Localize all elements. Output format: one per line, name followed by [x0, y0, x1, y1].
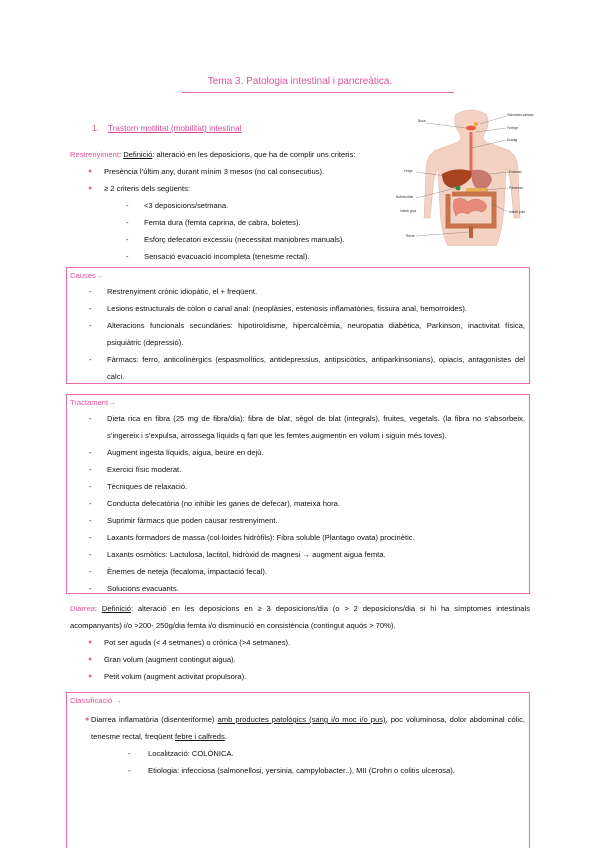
tractament-box [66, 394, 530, 594]
list-item: - Dieta rica en fibra (25 mg de fibra/dia): fibra de blat, sègol de blat (integrals), fruites, vegetals. (la fibra no s’absorbeix, s’ingereix i s’expulsa, arrossega líquids q fan que les femtes augmentin en volum i siguin més toves). [67, 410, 525, 444]
list-item: ● ≥ 2 criteris dels següents: [70, 180, 400, 197]
restrenyiment-def-label: Definició [123, 150, 153, 159]
restrenyiment-label: Restrenyiment [70, 150, 119, 159]
label-pancrees: Páncrees [509, 186, 523, 190]
restrenyiment-sep: : [118, 150, 124, 159]
sub-label: Etiologia: [148, 766, 182, 775]
diarrea-label: Diarrea [70, 604, 95, 613]
classificacio-list [67, 711, 525, 745]
list-item: - Laxants osmòtics: Lactulosa, lactitol, hidròxid de magnesi → augment aigua femta. [67, 546, 525, 563]
list-item: - Esforç defecatori excessiu (necessitat maniobres manuals). [0, 231, 400, 248]
label-faringe: Faringe [507, 126, 519, 130]
gallbladder-shape [456, 186, 461, 191]
classificacio-link: amb productes patològics (sang i/o moc i/o pus) [217, 715, 386, 724]
diarrea-bullets [70, 634, 530, 685]
list-item: - Restrenyiment crònic idiopàtic, el + freqüent. [67, 283, 525, 300]
salivary-gland-shape [474, 122, 478, 126]
list-item: - Lesions estructurals de còlon o canal anal: (neoplàsies, estenosis inflamatòries, fissura anal, hemorroides). [67, 300, 525, 317]
diarrea-def-label: Definició [101, 604, 131, 613]
label-intestigros: Intestí gros [400, 209, 417, 213]
list-item: ● Pot ser aguda (< 4 setmanes) o crònica (>4 setmanes). [70, 634, 530, 651]
list-item: - Conducta defecatòria (no inhibir les ganes de defecar), mateixa hora. [67, 495, 525, 512]
list-item: - Alteracions funcionals secundàries: hipotiroïdisme, hipercalcèmia, neuropatia diabètica, Parkinson, inactivitat física, psiquiàtric (depressió). [67, 317, 525, 351]
classificacio-link2: febre i calfreds [175, 732, 225, 741]
label-recte: Recte [406, 234, 415, 238]
sub-value: COLÒNICA. [191, 749, 234, 758]
list-item: - Tècniques de relaxació. [67, 478, 525, 495]
restrenyiment-bullets [70, 163, 400, 197]
list-item: - Suprimir fàrmacs que poden causar restrenyiment. [67, 512, 525, 529]
list-item: - Augment ingesta líquids, aigua, beure en dejú. [67, 444, 525, 461]
list-item: ● Presència l’últim any, durant mínim 3 mesos (no cal consecutius). [70, 163, 400, 180]
sub-value: infecciosa (salmonellosi, yersinia, campylobacter..), MII (Crohn o colitis ulcerosa). [181, 766, 455, 775]
section-title: Trastorn motilitat (mobilitat) intestinal [108, 124, 242, 133]
causes-title: Causes→ [70, 271, 104, 280]
restrenyiment-def-text: : alteració en les deposicions, que ha de complir uns criteris: [152, 150, 356, 159]
restrenyiment-definition [70, 146, 400, 163]
list-item: - Solucions evacuants. [67, 580, 525, 597]
label-intestiprim: Intestí prim [509, 210, 526, 214]
label-estomac: Estómac [509, 170, 522, 174]
list-item: ● Gran volum (augment contingut aigua). [70, 651, 530, 668]
list-item [67, 711, 525, 745]
label-esofag: Esòfag [507, 138, 518, 142]
list-item: - Femta dura (femta caprina, de cabra, boletes). [0, 214, 400, 231]
document-title: Tema 3. Patologia intestinal i pancreàtica. [207, 76, 393, 87]
rectum-shape [469, 226, 473, 238]
diarrea-def-text: : alteració en les deposicions en ≥ 3 deposicions/dia (o > 2 deposicions/dia si hi ha símptomes intestinals acompanyants) i/o >200- 250g/dia femta i/o disminució en consistència (contingut aquós > 70%). [70, 604, 530, 630]
tractament-title: Tractament→ [70, 398, 116, 407]
section-heading [92, 124, 241, 133]
title-underline [182, 92, 454, 93]
classificacio-prefix: Diarrea inflamatòria (disenteriforme) [91, 715, 218, 724]
classificacio-sub-list [1, 745, 529, 779]
restrenyiment-criteria [0, 197, 400, 265]
list-item: - Ènemes de neteja (fecaloma, impactació fecal). [67, 563, 525, 580]
section-number: 1. [92, 124, 99, 133]
list-item: - Sensació evacuació incompleta (tenesme rectal). [0, 248, 400, 265]
label-fetge: Fetge [404, 169, 413, 173]
classificacio-end: . [224, 732, 227, 741]
list-item: - <3 deposicions/setmana. [0, 197, 400, 214]
classificacio-box [66, 692, 530, 848]
label-glandules: Glàndules salivals [507, 113, 534, 117]
list-item [1, 745, 529, 762]
label-boca: Boca [418, 119, 426, 123]
pancreas-shape [466, 188, 488, 192]
causes-list [67, 283, 525, 385]
diarrea-sep: : [94, 604, 102, 613]
list-item: - Exercici físic moderat. [67, 461, 525, 478]
list-item: - Fàrmacs: ferro, anticolinèrgics (espasmolítics, antidepressius, antipsicòtics, antiparkinsonians), opiacis, antagonistes del calci. [67, 351, 525, 385]
list-item: ● Petit volum (augment activitat propulsora). [70, 668, 530, 685]
list-item [1, 762, 529, 779]
esophagus-shape [470, 132, 473, 174]
sub-label: Localització: [148, 749, 192, 758]
mouth-shape [466, 126, 476, 131]
classificacio-title: Classificació → [70, 696, 122, 705]
diarrea-definition [70, 600, 530, 634]
label-bufeta: Bufeta biliar [396, 195, 414, 199]
digestive-system-figure [396, 108, 546, 246]
classificacio-mid: , poc voluminosa, dolor abdominal cólic, tenesme rectal, freqüent [91, 715, 525, 741]
causes-box [66, 267, 530, 384]
list-item: - Laxants formadors de massa (col·loides hidròfils): Fibra soluble (Plantago ovata) procinètic. [67, 529, 525, 546]
tractament-list [67, 410, 525, 597]
